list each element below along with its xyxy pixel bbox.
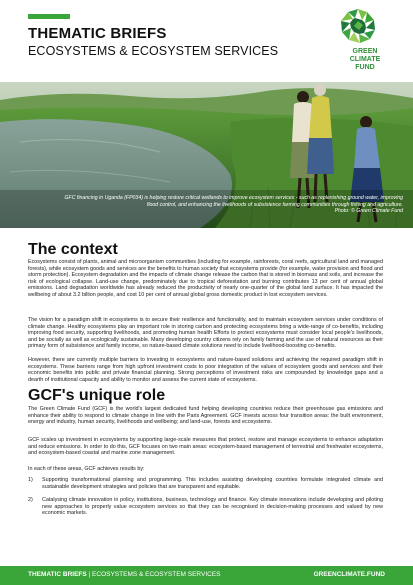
logo-line-climate: CLIMATE [349,56,381,63]
list-item-number: 2) [28,497,33,503]
footer-brief-subtitle: | ECOSYSTEMS & ECOSYSTEM SERVICES [86,571,221,578]
photo-credit: Photo: © Green Climate Fund [334,208,403,214]
context-paragraph-2: The vision for a paradigm shift in ecosystems is to secure their resilience and functionality, and to maintain ecosystem services under conditions of climate change. Healthy ecosystems play an important role in storing carbon and protecting ecosystems bring a wide-range of co-benefits, including improving food security, supporting livelihoods, and promoting human health Efforts to protect ecosystems must consider local people's livelihoods, and be socially as well as ecologically sustainable. Many developing country citizens rely on family farming and the use of natural resources as their primary form of subsistence and family income, so nature-based climate solutions need to include livelihood-boosting co-benefits. [28,317,383,350]
gcf-globe-icon [340,8,376,44]
list-item-text: Catalysing climate innovation in policy, institutions, business, technology and finance. Key climate innovations include developing and piloting new approaches to properly value ecosystem services so that they can be recognised in decision-making processes and valued by new economic markets. [42,497,383,517]
page-footer [0,566,413,585]
photo-caption [63,195,403,215]
logo-line-fund: FUND [355,64,375,71]
gcf-logo [330,8,400,78]
brief-title: THEMATIC BRIEFS [28,25,167,42]
role-paragraph-3: In each of these areas, GCF achieves results by: [28,466,145,472]
role-paragraph-2: GCF scales up investment in ecosystems by supporting large-scale measures that protect, restore and manage ecosystems to enhance adaptation and reduce emissions. In order to do this, GCF focuses on two main areas: ecosystem-based management of terrestrial and freshwater ecosystems, and ecosystem-based coastal and marine zone management. [28,437,383,457]
list-item-text: Supporting transformational planning and programming. This includes assisting developing countries formulate integrated climate and sustainable development strategies and policies that are transparent and equitable. [42,477,383,490]
photo-caption-text: GFC financing in Uganda (FP034) is helping restore critical wetlands to improve ecosystem services - such as replenishing ground water, improving flood control, and enhancing the livelihoods of subsistence farming communities through fishing and agriculture. [64,195,403,208]
logo-wordmark [330,48,400,72]
accent-bar [28,14,70,19]
footer-brief-title: THEMATIC BRIEFS [28,571,87,578]
role-paragraph-1: The Green Climate Fund (GCF) is the world's largest dedicated fund helping developing countries reduce their greenhouse gas emissions and enhance their ability to respond to climate change in line with the Paris Agreement. GCF invests across four transition areas: the built environment, energy and industry, human security, livelihoods and wellbeing; and land-use, forests and ecosystems. [28,406,383,426]
list-item-number: 1) [28,477,33,483]
context-heading: The context [28,241,118,258]
footer-brief-label [28,571,221,578]
footer-website-link[interactable]: GREENCLIMATE.FUND [313,571,385,578]
context-paragraph-1: Ecosystems consist of plants, animal and microorganism communities (including for example, rainforests, coral reefs, agricultural land and managed forests), while ecosystem goods and services are the benefits to human society that ecosystems provide (for example, water provision and flood and storm protection). Ecosystem degradation and the impacts of climate change release the carbon that is stored in biomass and soils, and increase the risk of ecological collapse. Land-use change, predominately due to tropical deforestation and burning contributes 13 per cent of annual global emissions. Land degradation worldwide has already reduced the productivity of nearly one-quarter of the global land surface. It has impacted the wellbeing of about 3.2 billion people, and cost 10 per cent of annual global gross domestic product in lost ecosystem services. [28,259,383,298]
page-header [0,0,413,82]
context-paragraph-3: However, there are currently multiple barriers to investing in ecosystems and nature-based solutions and achieving the required paradigm shift in ecosystems. These barriers range from high upfront investment costs to poor integration of the values of ecosystem goods and services and their economic benefits into public and private financial planning. Strong perceptions of investment risks are compounded by knowledge gaps and a dearth of institutional capacity and ability to monitor and assess the current state of ecosystems. [28,357,383,383]
brief-subtitle: ECOSYSTEMS & ECOSYSTEM SERVICES [28,44,279,58]
gcf-role-heading: GCF's unique role [28,387,166,404]
logo-line-green: GREEN [352,48,378,55]
